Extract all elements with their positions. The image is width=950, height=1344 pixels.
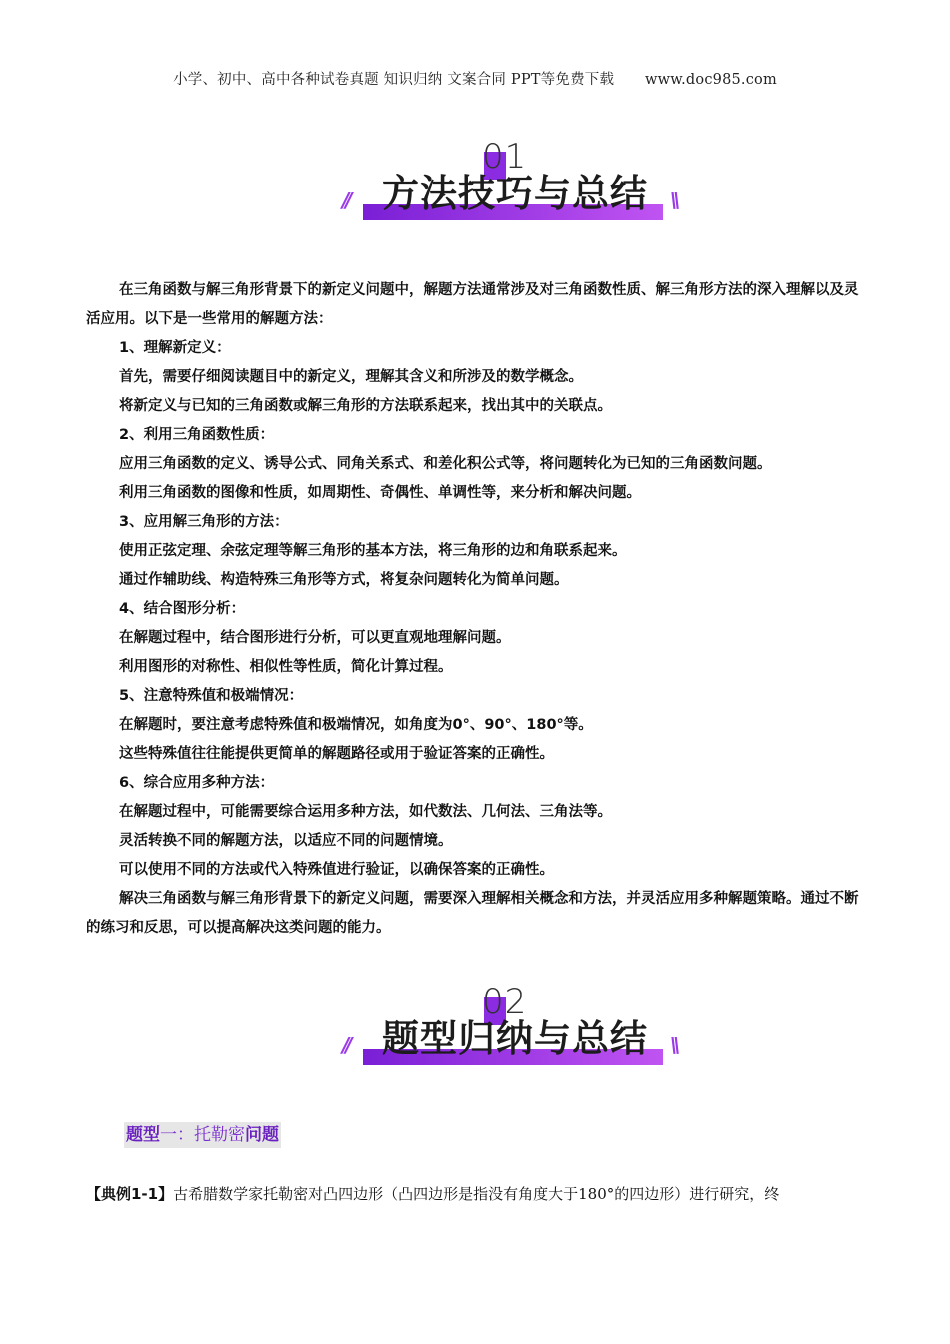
section-banner-02 [330,982,690,1077]
method-heading-5: 5、注意特殊值和极端情况： [119,688,304,704]
slash-decoration-right: \\ [670,1033,677,1057]
section-title: 方法技巧与总结 [382,172,648,215]
method-line: 可以使用不同的方法或代入特殊值进行验证，以确保答案的正确性。 [119,862,554,878]
method-line: 在解题过程中，可能需要综合运用多种方法，如代数法、几何法、三角法等。 [119,804,612,820]
method-line: 利用图形的对称性、相似性等性质，简化计算过程。 [119,659,453,675]
slash-decoration-right: \\ [670,188,677,212]
header-site-link[interactable]: www.doc985.com [644,72,777,88]
method-line: 灵活转换不同的解题方法，以适应不同的问题情境。 [119,833,453,849]
problem-type-label [124,1122,281,1148]
slash-decoration-left: // [342,188,349,212]
problem-type-middle: 一：托勒密 [160,1125,245,1145]
slash-decoration-left: // [342,1033,349,1057]
problem-type-suffix: 问题 [245,1125,279,1145]
section-number: 02 [482,982,528,1022]
method-line: 利用三角函数的图像和性质，如周期性、奇偶性、单调性等，来分析和解决问题。 [119,485,641,501]
example-text: 古希腊数学家托勒密对凸四边形（凸四边形是指没有角度大于180°的四边形）进行研究，终 [173,1185,780,1203]
page-header [0,68,950,89]
method-heading-6: 6、综合应用多种方法： [119,775,275,791]
header-text: 小学、初中、高中各种试卷真题 知识归纳 文案合同 PPT等免费下载 [173,72,615,88]
method-heading-4: 4、结合图形分析： [119,601,246,617]
method-line: 使用正弦定理、余弦定理等解三角形的基本方法，将三角形的边和角联系起来。 [119,543,627,559]
method-line: 在解题时，要注意考虑特殊值和极端情况，如角度为0°、90°、180°等。 [119,717,593,733]
example-paragraph [86,1180,876,1208]
section-number: 01 [482,137,528,177]
method-line: 通过作辅助线、构造特殊三角形等方式，将复杂问题转化为简单问题。 [119,572,569,588]
method-content [86,276,866,943]
method-heading-2: 2、利用三角函数性质： [119,427,275,443]
section-banner-01 [330,137,690,232]
method-line: 这些特殊值往往能提供更简单的解题路径或用于验证答案的正确性。 [119,746,554,762]
method-line: 应用三角函数的定义、诱导公式、同角关系式、和差化积公式等，将问题转化为已知的三角函数问题。 [119,456,772,472]
method-heading-3: 3、应用解三角形的方法： [119,514,289,530]
method-heading-1: 1、理解新定义： [119,340,231,356]
section-title: 题型归纳与总结 [382,1017,648,1060]
method-intro: 在三角函数与解三角形背景下的新定义问题中，解题方法通常涉及对三角函数性质、解三角形方法的深入理解以及灵活应用。以下是一些常用的解题方法： [86,282,859,327]
problem-type-prefix: 题型 [126,1125,160,1145]
example-tag: 【典例1-1】 [86,1185,174,1203]
method-conclusion: 解决三角函数与解三角形背景下的新定义问题，需要深入理解相关概念和方法，并灵活应用多种解题策略。通过不断的练习和反思，可以提高解决这类问题的能力。 [86,891,859,936]
method-line: 首先，需要仔细阅读题目中的新定义，理解其含义和所涉及的数学概念。 [119,369,583,385]
method-line: 将新定义与已知的三角函数或解三角形的方法联系起来，找出其中的关联点。 [119,398,612,414]
method-line: 在解题过程中，结合图形进行分析，可以更直观地理解问题。 [119,630,511,646]
